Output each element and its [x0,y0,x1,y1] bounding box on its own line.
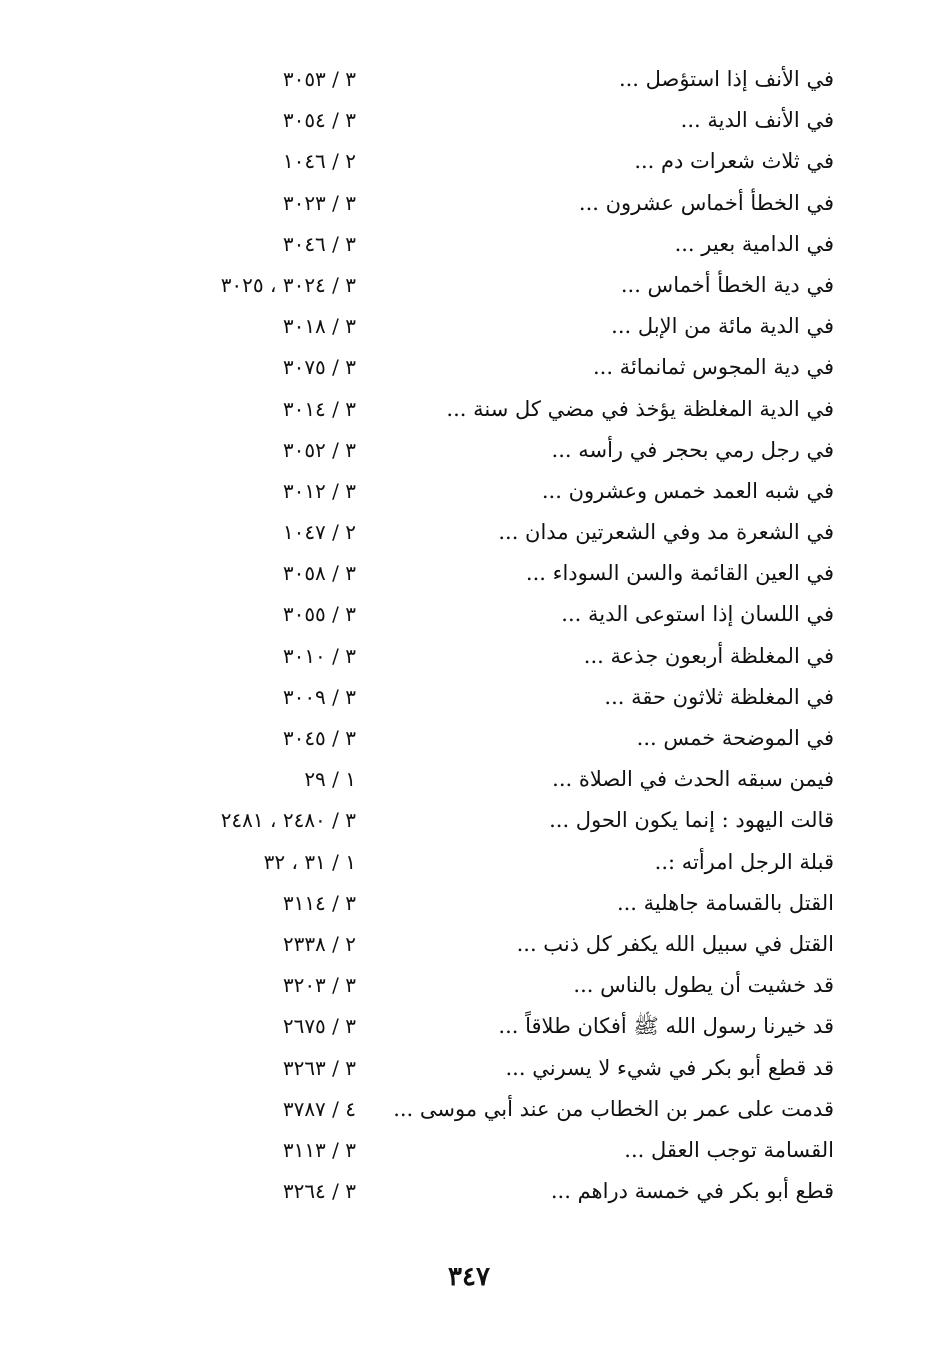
entry-reference: ٣ / ٣٢٦٣ [282,1055,356,1080]
entry-text: قد خشيت أن يطول بالناس ... [573,973,834,998]
index-row [0,142,938,183]
entry-text: في الأنف إذا استؤصل ... [618,67,834,91]
entry-text: في المغلظة ثلاثون حقة ... [604,684,834,709]
index-row [0,266,938,307]
index-row [0,966,938,1007]
entry-text: قطع أبو بكر في خمسة دراهم ... [550,1179,834,1204]
entry-reference: ٣ / ٣٠٥٣ [282,67,356,91]
index-row [0,348,938,389]
index-row [0,719,938,760]
entry-reference: ١ / ٢٩ [304,767,356,792]
entry-text: فيمن سبقه الحدث في الصلاة ... [552,767,834,792]
entry-text: قدمت على عمر بن الخطاب من عند أبي موسى ... [393,1096,834,1121]
entry-reference: ٣ / ٣٠٥٥ [282,602,356,627]
entry-text: قبلة الرجل امرأته :.. [654,849,834,874]
index-row [0,925,938,966]
index-row [0,513,938,554]
entry-reference: ٣ / ٣٠٤٦ [282,231,356,256]
entry-reference: ٣ / ٢٤٨٠ ، ٢٤٨١ [220,808,356,833]
index-row [0,678,938,719]
entry-text: في الأنف الدية ... [680,108,834,133]
entry-reference: ٣ / ٣١١٣ [282,1137,356,1162]
index-row [0,760,938,801]
entry-reference: ٢ / ١٠٤٧ [282,520,356,545]
entry-reference: ٤ / ٣٧٨٧ [282,1096,356,1121]
entry-text: في رجل رمي بحجر في رأسه ... [551,437,834,462]
entry-text: في ثلاث شعرات دم ... [634,149,834,174]
entry-text: في المغلظة أربعون جذعة ... [583,643,834,668]
index-row [0,1090,938,1131]
entry-text: قد خيرنا رسول الله ﷺ أفكان طلاقاً ... [498,1014,834,1039]
entry-reference: ٣ / ٣٠١٨ [282,314,356,339]
entry-text: في شبه العمد خمس وعشرون ... [541,478,834,503]
entry-text: القتل في سبيل الله يكفر كل ذنب ... [516,931,834,956]
index-row [0,884,938,925]
entry-text: في دية المجوس ثمانمائة ... [592,355,834,380]
entry-text: في الدية المغلظة يؤخذ في مضي كل سنة ... [446,396,834,421]
entry-reference: ٣ / ٣٢٦٤ [282,1179,356,1204]
index-row [0,472,938,513]
entry-reference: ٢ / ١٠٤٦ [282,149,356,174]
entry-reference: ٣ / ٣٠٢٤ ، ٣٠٢٥ [220,272,356,297]
entry-text: قد قطع أبو بكر في شيء لا يسرني ... [505,1055,834,1080]
page-number: ٣٤٧ [448,1262,490,1292]
entry-text: القتل بالقسامة جاهلية ... [616,890,834,915]
entry-reference: ٣ / ٣٠٤٥ [282,726,356,750]
index-row [0,595,938,636]
entry-text: في اللسان إذا استوعى الدية ... [561,602,834,627]
entry-reference: ٣ / ٣٠١٢ [282,478,356,503]
index-row [0,843,938,884]
entry-reference: ٣ / ٣٠١٤ [282,396,356,421]
entry-reference: ٢ / ٢٣٣٨ [282,931,356,956]
entry-text: القسامة توجب العقل ... [624,1137,834,1162]
index-row [0,225,938,266]
entry-text: في الموضحة خمس ... [636,726,834,750]
entry-text: في الدامية بعير ... [674,231,834,256]
index-row [0,1049,938,1090]
entry-text: في الدية مائة من الإبل ... [611,314,834,339]
index-row [0,307,938,348]
entry-reference: ٣ / ٣٠٠٩ [282,684,356,709]
entry-reference: ٣ / ٢٦٧٥ [282,1014,356,1039]
entry-reference: ٣ / ٣٠٢٣ [282,190,356,215]
entry-reference: ٣ / ٣١١٤ [282,890,356,915]
entry-text: في الخطأ أخماس عشرون ... [578,190,834,215]
index-row [0,1007,938,1048]
entry-reference: ٣ / ٣٢٠٣ [282,973,356,998]
index-row [0,184,938,225]
index-row [0,60,938,101]
entry-text: في دية الخطأ أخماس ... [620,272,834,297]
entry-reference: ٣ / ٣٠٥٨ [282,561,356,586]
index-row [0,801,938,842]
entry-text: قالت اليهود : إنما يكون الحول ... [549,808,834,833]
index-row [0,1131,938,1172]
index-row [0,637,938,678]
index-row [0,101,938,142]
entry-reference: ٣ / ٣٠١٠ [282,643,356,668]
index-row [0,431,938,472]
entry-reference: ٣ / ٣٠٥٢ [282,437,356,462]
entry-text: في العين القائمة والسن السوداء ... [525,561,834,586]
entry-reference: ٣ / ٣٠٥٤ [282,108,356,133]
entry-reference: ٣ / ٣٠٧٥ [282,355,356,380]
index-row [0,554,938,595]
hadith-index-list [0,60,938,1213]
entry-reference: ١ / ٣١ ، ٣٢ [263,849,356,874]
index-row [0,1172,938,1213]
entry-text: في الشعرة مد وفي الشعرتين مدان ... [498,520,834,545]
index-row [0,390,938,431]
